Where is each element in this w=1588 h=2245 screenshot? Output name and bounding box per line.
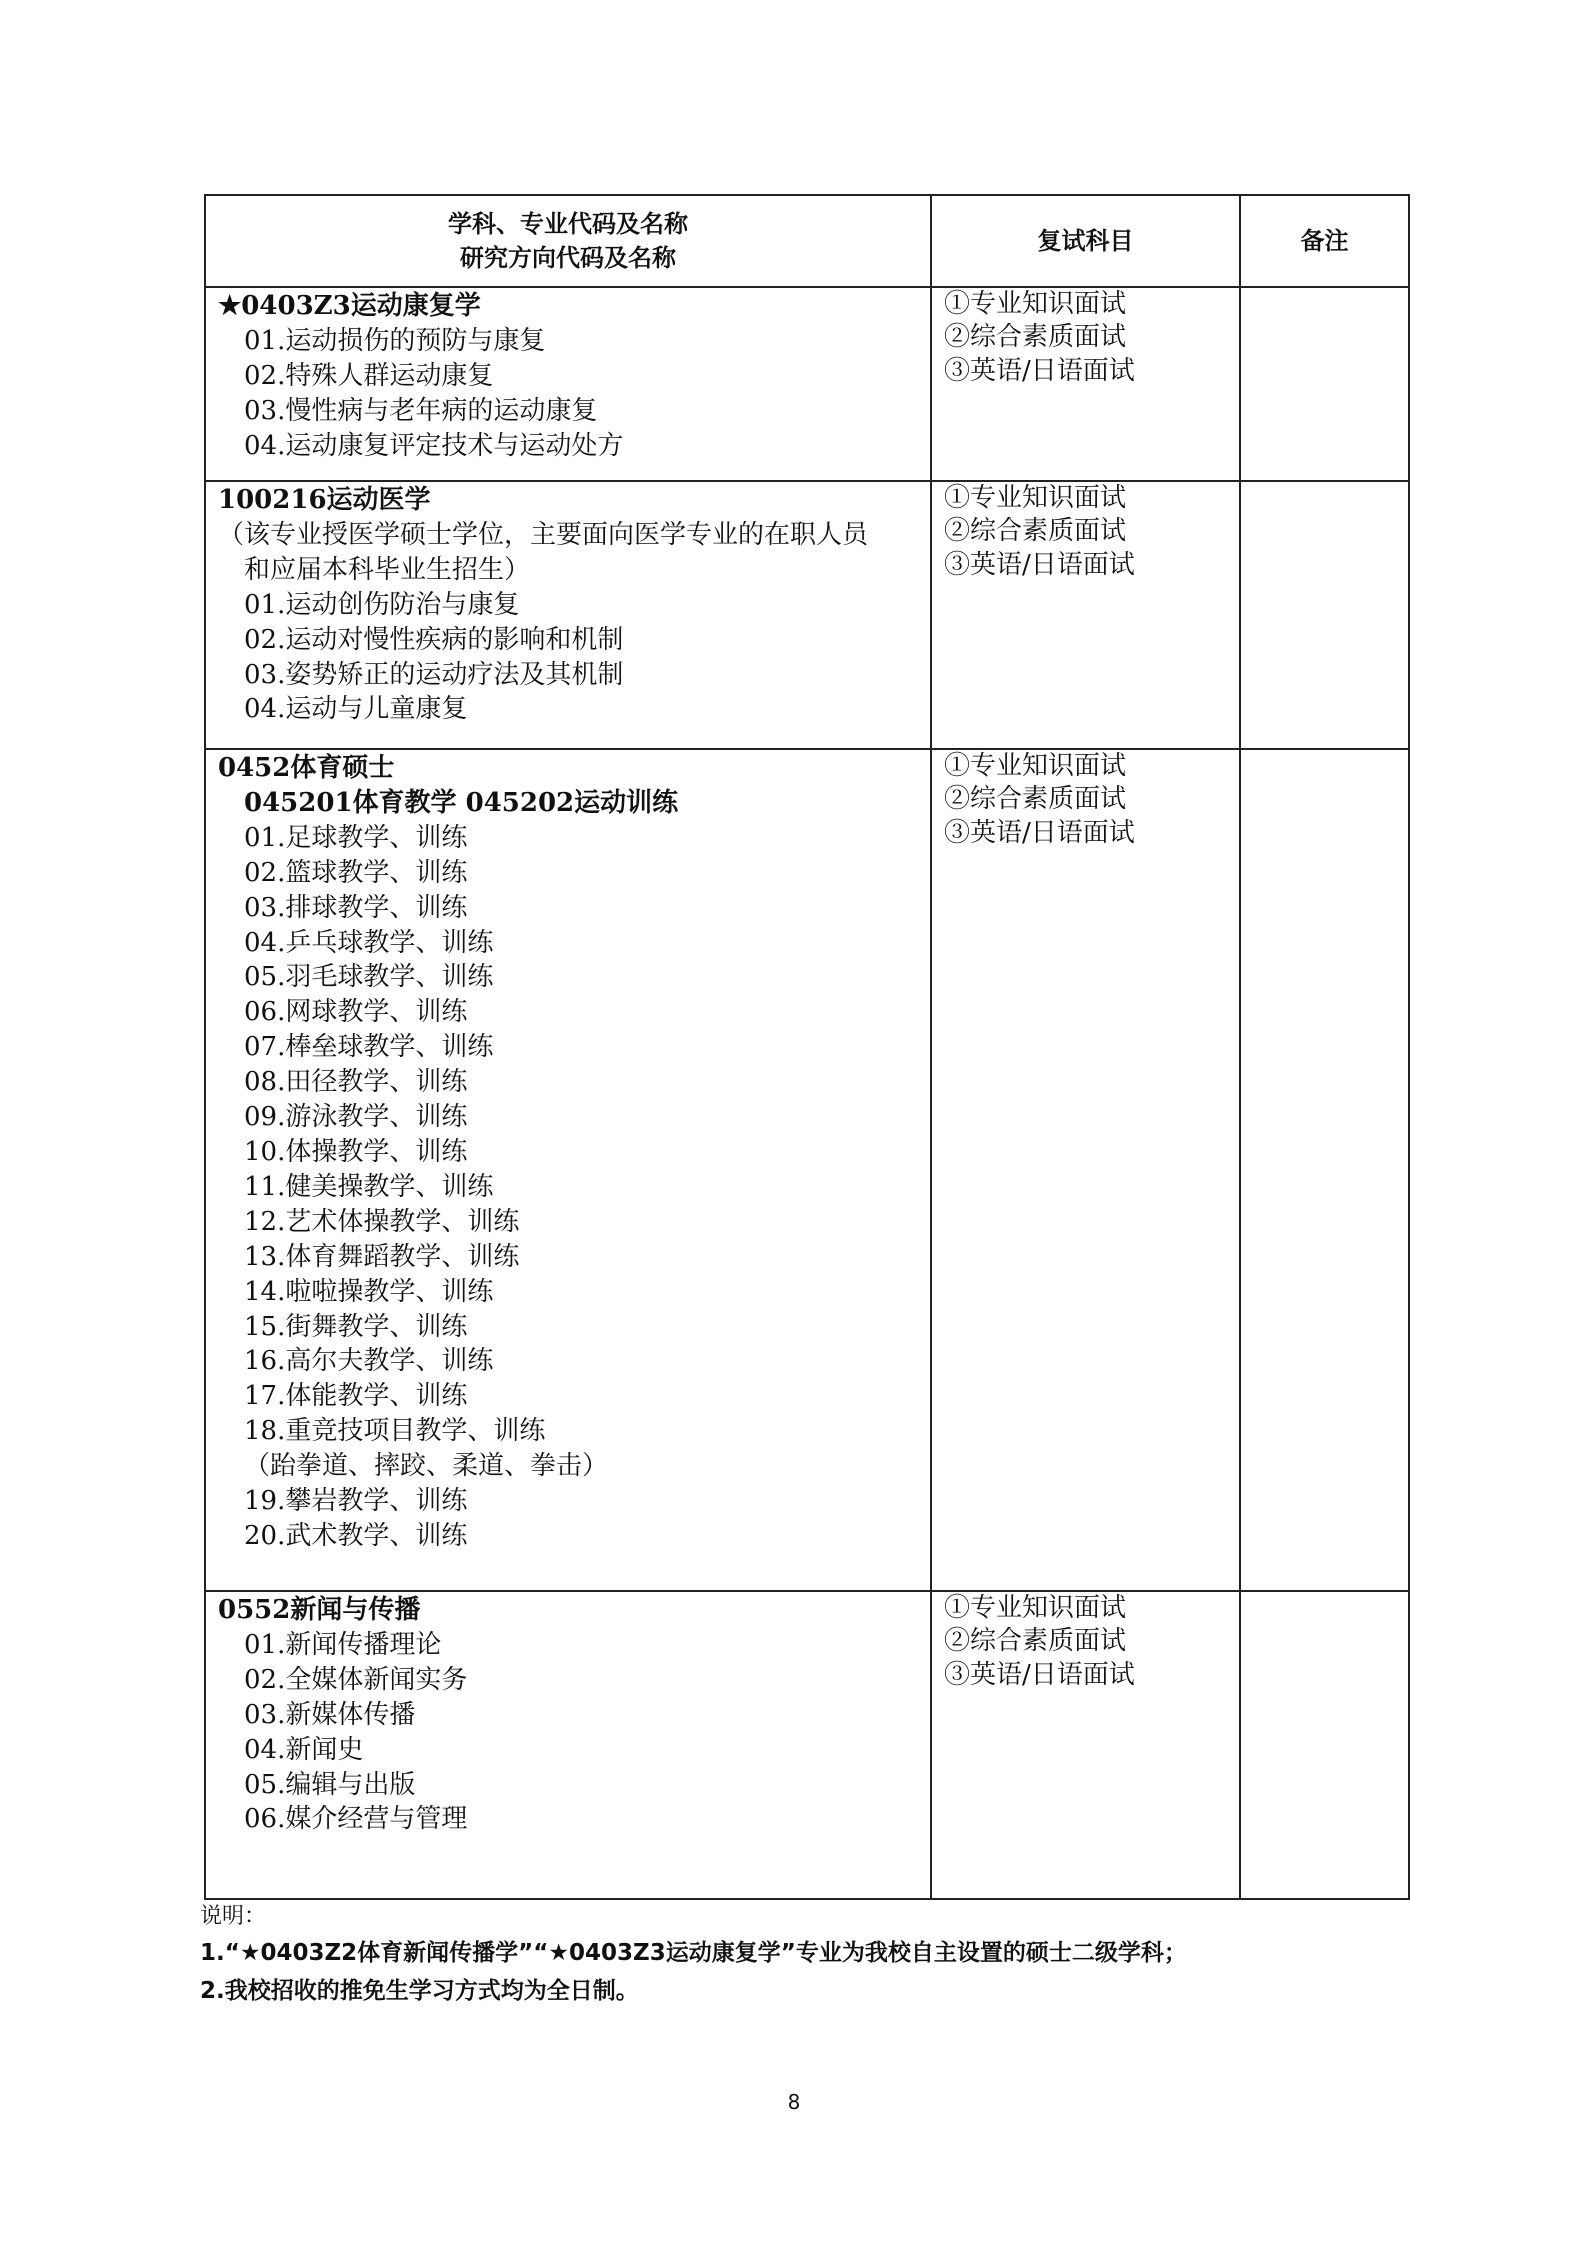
direction-item: 03.排球教学、训练 — [244, 892, 468, 923]
subject-item: ①专业知识面试 — [944, 483, 1127, 513]
notes-line: 2.我校招收的推免生学习方式均为全日制。 — [200, 1978, 639, 2004]
direction-item: 03.新媒体传播 — [244, 1699, 416, 1730]
direction-item: 06.媒介经营与管理 — [244, 1804, 468, 1835]
program-title: 0452体育硕士 — [218, 753, 395, 783]
subject-item: ③英语/日语面试 — [944, 549, 1135, 580]
page-number: 8 — [787, 2090, 801, 2114]
program-subtitle: 045201体育教学 045202运动训练 — [244, 787, 679, 818]
direction-item: 05.羽毛球教学、训练 — [244, 962, 494, 993]
program-title: 100216运动医学 — [218, 485, 431, 515]
direction-item: 08.田径教学、训练 — [244, 1067, 468, 1098]
direction-item: 12.艺术体操教学、训练 — [244, 1206, 520, 1237]
direction-item: 15.街舞教学、训练 — [244, 1311, 468, 1342]
direction-item: 16.高尔夫教学、训练 — [244, 1346, 494, 1377]
subjects-cell — [931, 287, 1240, 481]
subject-item: ②综合素质面试 — [944, 784, 1127, 815]
remark-cell — [1240, 749, 1409, 1591]
program-note: 和应届本科毕业生招生） — [244, 554, 531, 585]
notes-section — [200, 1900, 1420, 2010]
direction-item: 09.游泳教学、训练 — [244, 1102, 468, 1133]
subject-item: ①专业知识面试 — [944, 289, 1127, 319]
subject-item: ②综合素质面试 — [944, 1626, 1127, 1657]
subject-item: ①专业知识面试 — [944, 1593, 1127, 1623]
header-program — [205, 195, 931, 287]
program-cell — [205, 749, 931, 1591]
direction-item: 03.姿势矫正的运动疗法及其机制 — [244, 659, 624, 690]
direction-item: 06.网球教学、训练 — [244, 997, 468, 1028]
direction-item: 01.新闻传播理论 — [244, 1629, 442, 1660]
header-program-line2: 研究方向代码及名称 — [460, 244, 676, 272]
subjects-cell — [931, 481, 1240, 749]
direction-item: 04.新闻史 — [244, 1734, 364, 1765]
subject-item: ③英语/日语面试 — [944, 817, 1135, 848]
program-cell — [205, 1591, 931, 1899]
direction-item: 02.运动对慢性疾病的影响和机制 — [244, 624, 624, 655]
direction-item: 01.运动损伤的预防与康复 — [244, 325, 546, 356]
direction-item: 14.啦啦操教学、训练 — [244, 1276, 494, 1307]
subject-item: ②综合素质面试 — [944, 322, 1127, 353]
direction-item: 07.棒垒球教学、训练 — [244, 1032, 494, 1063]
table-row — [205, 481, 1409, 749]
remark-cell — [1240, 481, 1409, 749]
direction-item: 20.武术教学、训练 — [244, 1520, 468, 1551]
table-row — [205, 749, 1409, 1591]
subject-item: ③英语/日语面试 — [944, 355, 1135, 386]
remark-cell — [1240, 1591, 1409, 1899]
direction-item: 04.运动与儿童康复 — [244, 694, 468, 725]
program-table — [204, 194, 1410, 1900]
direction-item: 02.全媒体新闻实务 — [244, 1664, 468, 1695]
remark-cell — [1240, 287, 1409, 481]
direction-item: 13.体育舞蹈教学、训练 — [244, 1241, 520, 1272]
notes-label: 说明： — [200, 1904, 267, 1929]
subject-item: ③英语/日语面试 — [944, 1659, 1135, 1690]
notes-line: 1.“★0403Z2体育新闻传播学”“★0403Z3运动康复学”专业为我校自主设置的硕士二级学科； — [200, 1940, 1187, 1966]
table-header-row — [205, 195, 1409, 287]
subjects-cell — [931, 1591, 1240, 1899]
table-row — [205, 1591, 1409, 1899]
header-program-line1: 学科、专业代码及名称 — [448, 210, 688, 238]
program-title: ★0403Z3运动康复学 — [218, 291, 481, 321]
subject-item: ①专业知识面试 — [944, 751, 1127, 781]
direction-item: 10.体操教学、训练 — [244, 1136, 468, 1167]
direction-item: 03.慢性病与老年病的运动康复 — [244, 395, 598, 426]
direction-item: （跆拳道、摔跤、柔道、拳击） — [244, 1451, 609, 1482]
program-title: 0552新闻与传播 — [218, 1595, 421, 1625]
program-cell — [205, 481, 931, 749]
direction-item: 04.运动康复评定技术与运动处方 — [244, 430, 624, 461]
direction-item: 01.运动创伤防治与康复 — [244, 589, 520, 620]
program-cell — [205, 287, 931, 481]
header-exam-subjects: 复试科目 — [931, 195, 1240, 287]
program-note: （该专业授医学硕士学位，主要面向医学专业的在职人员 — [218, 519, 869, 550]
subject-item: ②综合素质面试 — [944, 516, 1127, 547]
subjects-cell — [931, 749, 1240, 1591]
direction-item: 18.重竞技项目教学、训练 — [244, 1416, 546, 1447]
header-remark: 备注 — [1240, 195, 1409, 287]
direction-item: 01.足球教学、训练 — [244, 822, 468, 853]
direction-item: 02.特殊人群运动康复 — [244, 360, 494, 391]
direction-item: 17.体能教学、训练 — [244, 1381, 468, 1412]
direction-item: 05.编辑与出版 — [244, 1769, 416, 1800]
direction-item: 19.攀岩教学、训练 — [244, 1486, 468, 1517]
direction-item: 11.健美操教学、训练 — [244, 1171, 494, 1202]
table-row — [205, 287, 1409, 481]
direction-item: 02.篮球教学、训练 — [244, 857, 468, 888]
direction-item: 04.乒乓球教学、训练 — [244, 927, 494, 958]
